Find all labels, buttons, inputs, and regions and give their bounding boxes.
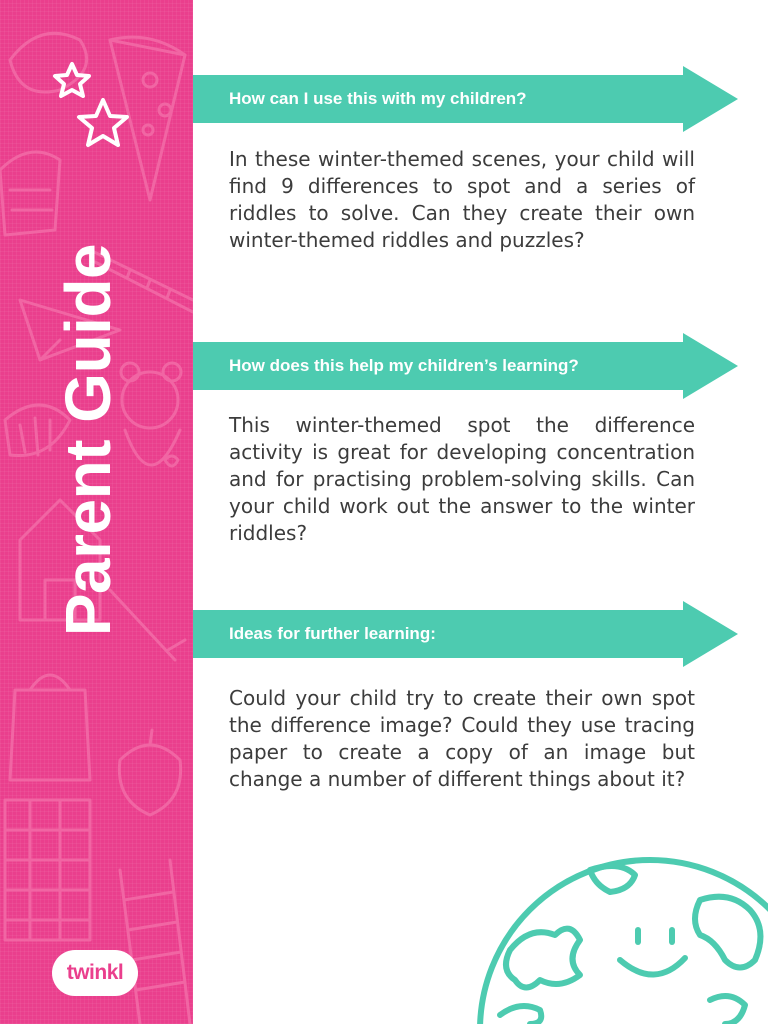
section-3-body: Could your child try to create their own spot the difference image? Could they use tracing paper to create a copy of an image but change a number of different things about it? <box>229 686 695 791</box>
section-3-heading: Ideas for further learning: <box>229 624 436 643</box>
section-2-heading-banner <box>193 333 738 399</box>
page-title: Parent Guide <box>52 243 124 637</box>
section-3-heading-banner <box>193 601 738 667</box>
star-outline-icon <box>50 60 140 170</box>
smiling-globe-icon <box>470 830 768 1024</box>
section-1-heading-banner <box>193 66 738 132</box>
section-1-heading: How can I use this with my children? <box>229 89 527 108</box>
section-2-heading: How does this help my children’s learning? <box>229 356 579 375</box>
section-2-body: This winter-themed spot the difference activity is great for developing concentration and for practising problem-solving skills. Can your child work out the answer to the winter riddles? <box>229 413 695 545</box>
twinkl-logo[interactable] <box>52 950 138 996</box>
section-1-body: In these winter-themed scenes, your child will find 9 differences to spot and a series of riddles to solve. Can they create their own winter-themed riddles and puzzles? <box>229 147 695 252</box>
sidebar <box>0 0 193 1024</box>
logo-text: twinkl <box>66 961 124 984</box>
